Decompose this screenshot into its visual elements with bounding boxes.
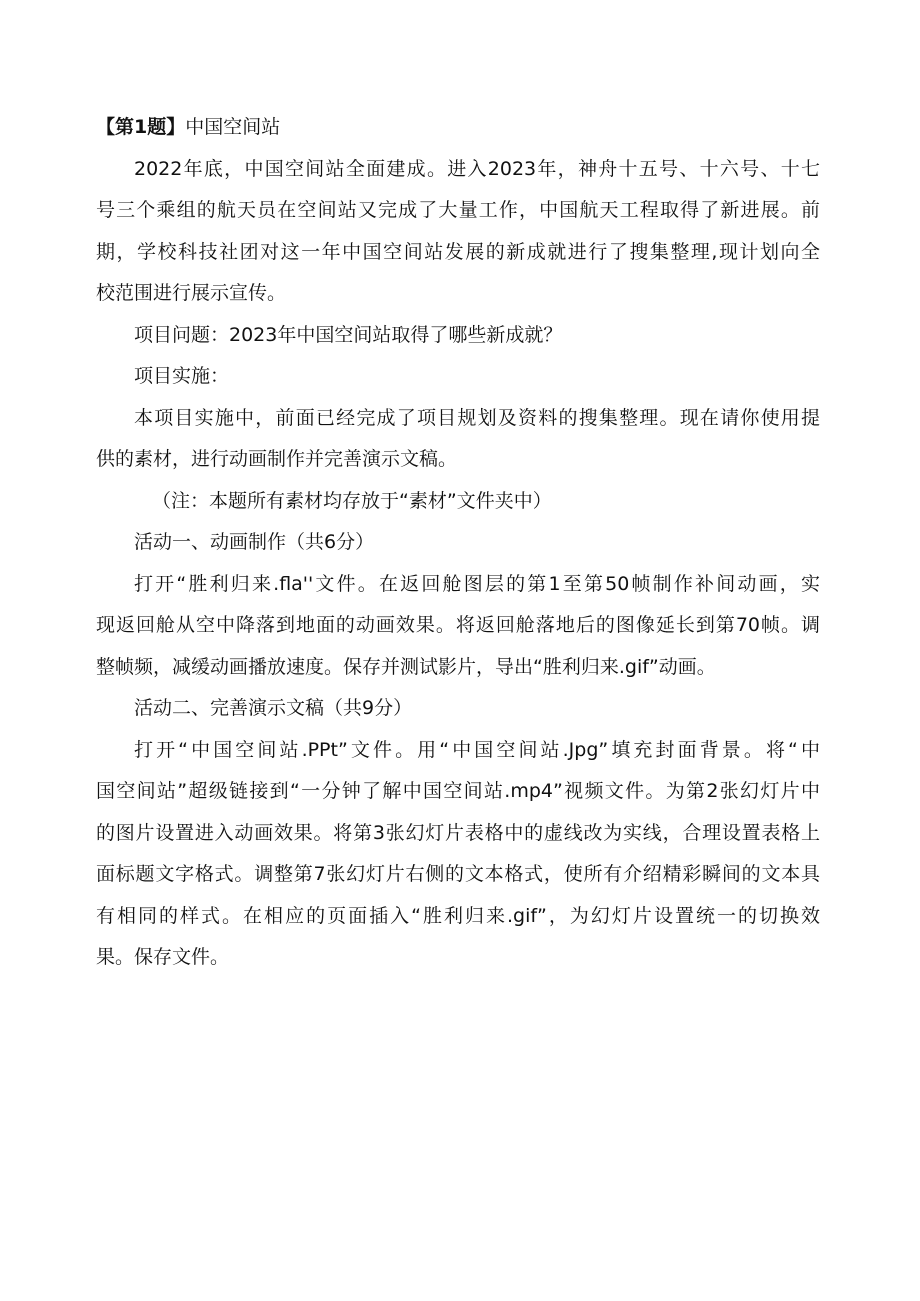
activity2-line-3: 的图片设置进入动画效果。将第3张幻灯片表格中的虚线改为实线，合理设置表格上 <box>96 822 820 844</box>
activity1-line-2: 现返回舱从空中降落到地面的动画效果。将返回舱落地后的图像延长到第70帧。调 <box>96 614 820 636</box>
project-question: 项目问题：2023年中国空间站取得了哪些新成就？ <box>134 324 563 346</box>
implementation-line-2: 供的素材，进行动画制作并完善演示文稿。 <box>96 448 458 470</box>
activity2-line-1: 打开“中国空间站.PPt”文件。用“中国空间站.Jpg”填充封面背景。将“中 <box>134 739 820 761</box>
activity2-line-4: 面标题文字格式。调整第7张幻灯片右侧的文本格式，使所有介绍精彩瞬间的文本具 <box>96 863 820 885</box>
question-heading <box>96 113 280 141</box>
implementation-line-1: 本项目实施中，前面已经完成了项目规划及资料的搜集整理。现在请你使用提 <box>134 407 820 429</box>
implementation-label: 项目实施： <box>134 365 230 387</box>
intro-line-4: 校范围进行展示宣传。 <box>96 282 287 304</box>
activity1-line-1: 打开“胜利归来.fla''文件。在返回舱图层的第1至第50帧制作补间动画，实 <box>134 573 820 595</box>
intro-line-3: 期，学校科技社团对这一年中国空间站发展的新成就进行了搜集整理,现计划向全 <box>96 241 820 263</box>
question-number: 【第1题】 <box>96 116 186 138</box>
activity2-line-5: 有相同的样式。在相应的页面插入“胜利归来.gif”，为幻灯片设置统一的切换效 <box>96 905 820 927</box>
intro-line-2: 号三个乘组的航天员在空间站又完成了大量工作，中国航天工程取得了新进展。前 <box>96 199 820 221</box>
question-title: 中国空间站 <box>185 116 281 138</box>
activity2-title: 活动二、完善演示文稿（共9分） <box>134 697 413 719</box>
activity2-line-6: 果。保存文件。 <box>96 946 230 968</box>
activity1-title: 活动一、动画制作（共6分） <box>134 531 375 553</box>
activity2-line-2: 国空间站”超级链接到“一分钟了解中国空间站.mp4”视频文件。为第2张幻灯片中 <box>96 780 820 802</box>
intro-line-1: 2022年底，中国空间站全面建成。进入2023年，神舟十五号、十六号、十七 <box>134 158 820 180</box>
activity1-line-3: 整帧频，减缓动画播放速度。保存并测试影片，导出“胜利归来.gif”动画。 <box>96 656 716 678</box>
materials-note: （注：本题所有素材均存放于“素材”文件夹中） <box>152 490 552 512</box>
